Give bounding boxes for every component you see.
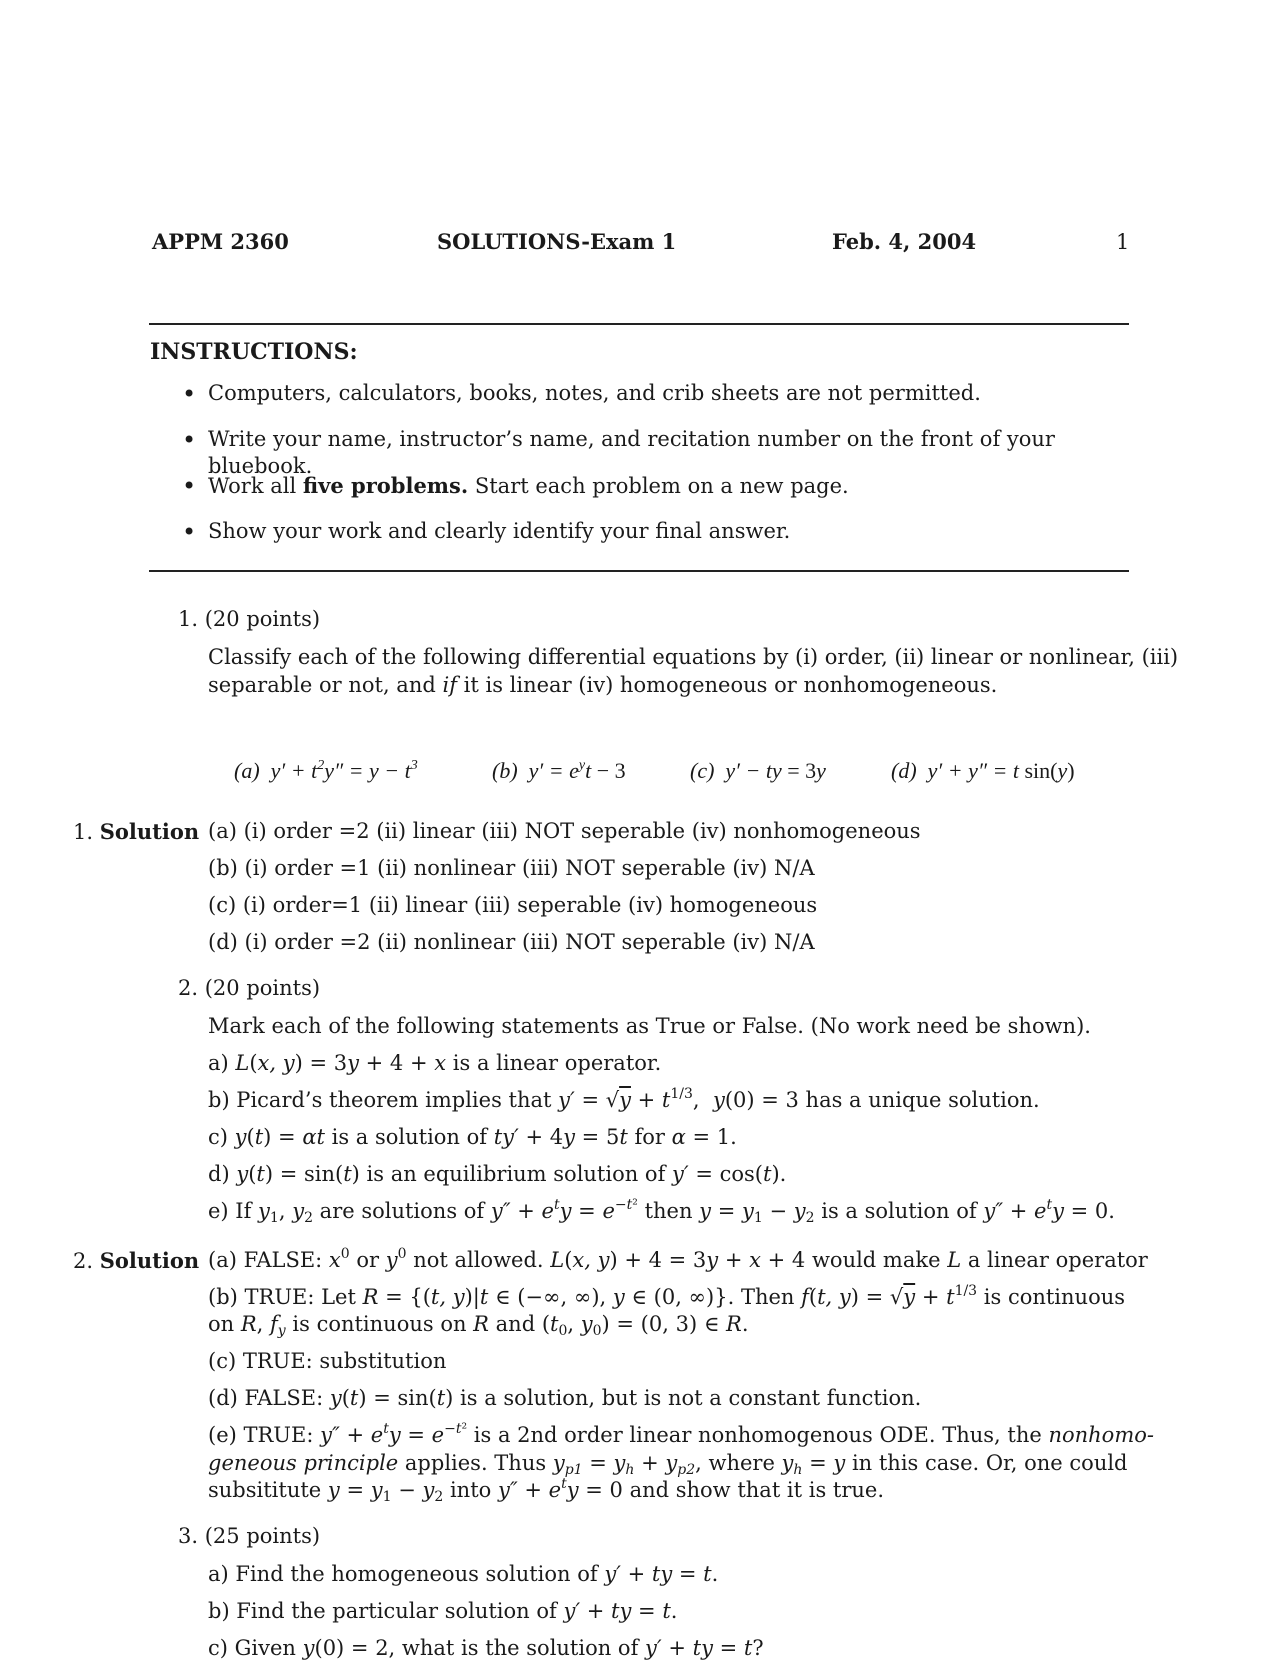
document-title: SOLUTIONS-Exam 1 bbox=[437, 229, 677, 254]
statement-c: c) y(t) = αt is a solution of ty′ + 4y = 5t for α = 1. bbox=[208, 1125, 737, 1149]
instruction-item: • Computers, calculators, books, notes, and crib sheets are not permitted. bbox=[182, 380, 1102, 426]
equation-c: (c) y′ − ty = 3y bbox=[690, 758, 826, 783]
solution-2e-line-2: geneous principle applies. Thus $y_{p1} = y_h + y_{p2}$, where $y_h = y$ in this case. Or, one could bbox=[208, 1451, 1128, 1478]
problem-1-text-line-1: Classify each of the following differential equations by (i) order, (ii) linear or nonlinear, (iii) bbox=[208, 645, 1179, 669]
instruction-item: • Write your name, instructor’s name, and recitation number on the front of your bluebook. bbox=[182, 426, 1102, 472]
instructions-list bbox=[182, 380, 1102, 564]
statement-d: d) y(t) = sin(t) is an equilibrium solution of y′ = cos(t). bbox=[208, 1162, 787, 1186]
solution-1b: (b) (i) order =1 (ii) nonlinear (iii) NOT seperable (iv) N/A bbox=[208, 856, 815, 880]
course-code: APPM 2360 bbox=[152, 229, 289, 254]
solution-2c: (c) TRUE: substitution bbox=[208, 1349, 447, 1373]
problem-2-header: 2. (20 points) bbox=[178, 976, 321, 1000]
instruction-item: • Work all five problems. Start each problem on a new page. bbox=[182, 472, 1102, 518]
solution-1d: (d) (i) order =2 (ii) nonlinear (iii) NOT seperable (iv) N/A bbox=[208, 930, 815, 954]
solution-1a: (a) (i) order =2 (ii) linear (iii) NOT seperable (iv) nonhomogeneous bbox=[208, 819, 921, 843]
solution-1c: (c) (i) order=1 (ii) linear (iii) seperable (iv) homogeneous bbox=[208, 893, 818, 917]
solution-2b-line-1: (b) TRUE: Let R = {(t, y)|t ∈ (−∞, ∞), y ∈ (0, ∞)}. Then f(t, $y) = √y + t^{1/3}$ is continuous bbox=[208, 1283, 1126, 1309]
problem-3-header: 3. (25 points) bbox=[178, 1524, 321, 1548]
exam-date: Feb. 4, 2004 bbox=[832, 229, 977, 254]
solution-1-label: 1. Solution bbox=[73, 819, 200, 844]
problem-2-intro: Mark each of the following statements as True or False. (No work need be shown). bbox=[208, 1014, 1091, 1038]
top-rule bbox=[149, 323, 1129, 325]
problem-3b: b) Find the particular solution of y′ + ty = t. bbox=[208, 1599, 678, 1623]
instructions-heading: INSTRUCTIONS: bbox=[150, 339, 358, 365]
problem-1-text-line-2: separable or not, and if it is linear (iv) homogeneous or nonhomogeneous. bbox=[208, 673, 998, 697]
statement-e: e) If $y_1$, $y_2$ are solutions of $y'' + e^ty = e^{-t^2}$ then $y = y_1 - y_2$ is a solution of $y'' + e^ty = 0$. bbox=[208, 1197, 1115, 1226]
equation-d: (d) y′ + y″ = t sin(y) bbox=[891, 758, 1075, 783]
equation-a: (a) $y' + t^2y'' = y - t^3$ bbox=[234, 758, 418, 783]
problem-1-header: 1. (20 points) bbox=[178, 607, 321, 631]
equation-b: (b) $y' = e^yt - 3$ bbox=[492, 758, 626, 783]
problem-3c: c) Given y(0) = 2, what is the solution of y′ + ty = t? bbox=[208, 1636, 764, 1660]
statement-a: a) L(x, y) = 3y + 4 + x is a linear operator. bbox=[208, 1051, 662, 1075]
problem-3a: a) Find the homogeneous solution of y′ + ty = t. bbox=[208, 1562, 719, 1586]
solution-2b-line-2: on R, $f_y$ is continuous on R and ($t_0$, $y_0) = (0$, 3) ∈ R. bbox=[208, 1312, 749, 1339]
solution-2e-line-1: (e) TRUE: $y'' + e^ty = e^{-t^2}$ is a 2nd order linear nonhomogenous ODE. Thus, the nonhomo- bbox=[208, 1421, 1154, 1447]
page-number: 1 bbox=[1116, 230, 1130, 254]
solution-2e-line-3: subsititute $y = y_1 - y_2$ into $y'' + e^ty = 0$ and show that it is true. bbox=[208, 1476, 885, 1505]
instruction-item: • Show your work and clearly identify your final answer. bbox=[182, 518, 1102, 564]
solution-2a: (a) FALSE: $x^0$ or $y^0$ not allowed. L(x, y) + 4 = 3y + x + 4 would make L a linear operator bbox=[208, 1246, 1148, 1272]
solution-2d: (d) FALSE: y(t) = sin(t) is a solution, but is not a constant function. bbox=[208, 1386, 922, 1410]
bottom-rule bbox=[149, 570, 1129, 572]
statement-b: b) Picard’s theorem implies that $y' = √y + t^{1/3}$, y(0) = 3 has a unique solution. bbox=[208, 1086, 1040, 1112]
solution-2-label: 2. Solution bbox=[73, 1248, 200, 1273]
